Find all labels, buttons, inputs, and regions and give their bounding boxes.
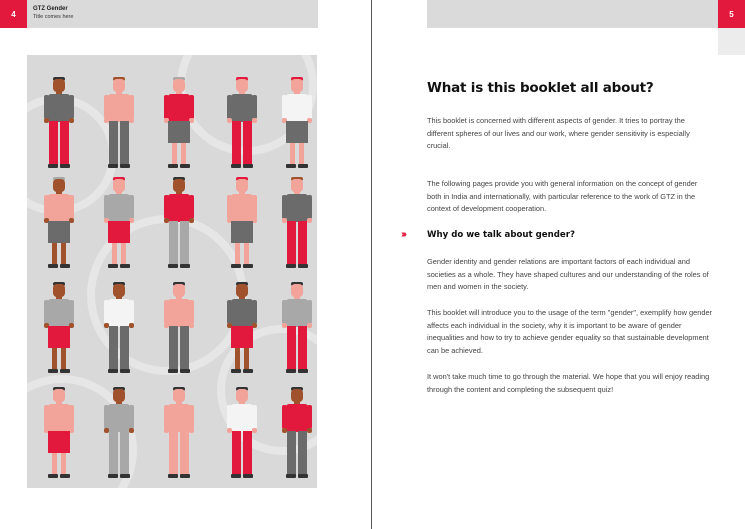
person-figure [159,280,199,376]
right-page [372,0,745,529]
paragraph-closing: It won't take much time to go through the material. We hope that you will enjoy reading through the content and completing the subsequent quiz! [427,372,710,394]
person-figure [39,175,79,271]
left-header-subtitle: Title comes here [33,14,74,20]
person-figure [277,75,317,171]
left-page-number: 4 [0,0,27,28]
person-figure [222,75,262,171]
person-figure [99,175,139,271]
paragraph-intro: This booklet is concerned with different aspects of gender. It tries to portray the different spheres of our lives and our work, where gender sensitivity is especially crucial. [427,116,690,151]
person-figure [39,75,79,171]
left-page [0,0,371,529]
person-figure [159,385,199,481]
person-figure [222,385,262,481]
person-figure [277,175,317,271]
person-figure [277,385,317,481]
paragraph-identity: Gender identity and gender relations are important factors of each individual and societies as a whole. They have shaped cultures and our understanding of the roles of men and women in the society. [427,257,709,292]
section-heading: Why do we talk about gender? [427,230,575,240]
person-figure [99,385,139,481]
person-figure [99,280,139,376]
person-figure [222,280,262,376]
paragraph-info: The following pages provide you with general information on the concept of gender both in India and internationally, with particular reference to the work of GTZ in the context of development cooperation. [427,179,698,214]
left-header-title: GTZ Gender [33,6,68,12]
paragraph-usage: This booklet will introduce you to the usage of the term "gender", exemplify how gender affects each individual in the society, why it is important to be aware of gender inequalities and how to try to achieve gender equality so that sustainable development can be achieved. [427,308,713,355]
article-body [401,80,713,394]
people-illustration [27,55,317,488]
right-header-bar [427,0,718,28]
page-heading: What is this booklet all about? [427,80,654,96]
right-header-accent [718,28,745,55]
person-figure [222,175,262,271]
person-figure [39,280,79,376]
person-figure [99,75,139,171]
person-figure [39,385,79,481]
person-figure [277,280,317,376]
arrow-icon: ››› [401,229,405,240]
person-figure [159,75,199,171]
right-page-number: 5 [718,0,745,28]
person-figure [159,175,199,271]
